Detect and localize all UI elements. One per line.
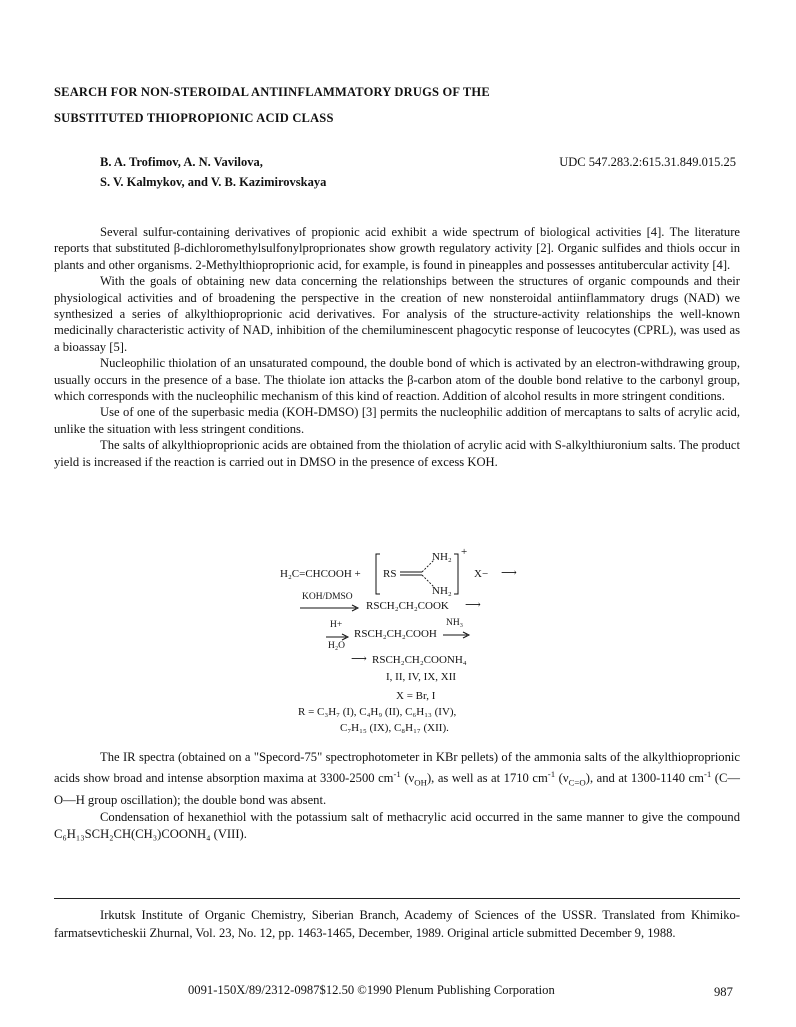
paragraph: With the goals of obtaining new data concerning the relationships between the structures of organic compounds and their physiological activities and of broadening the perspective in the creation of new nonsteroidal antiinflammatory drugs (NAD) we synthesized a series of alkylthioproprionic acid derivatives. For analysis of the structure-activity relationships the well-known medicinally characteristic activity of NAD, inhibition of the chemiluminescent phagocytic response of leucocytes (CPRL), was used as a bioassay [5]. xyxy=(54,274,740,354)
footnote-divider xyxy=(54,898,740,899)
scheme-product-3: RSCH₂CH₂COONH₄ xyxy=(372,654,467,666)
scheme-nh2-bottom: NH₂ xyxy=(432,585,452,597)
scheme-reagent-koh: KOH/DMSO xyxy=(302,592,353,602)
scheme-x-definition: X = Br, I xyxy=(396,690,436,702)
scheme-reactant: H₂C=CHCOOH + xyxy=(280,568,361,580)
scheme-arrow: ⟶ xyxy=(501,567,517,579)
copyright-footer: 0091-150X/89/2312-0987$12.50 ©1990 Plenum Publishing Corporation xyxy=(188,983,555,997)
scheme-anion: X− xyxy=(474,568,489,580)
scheme-r-definition-2: C₇H₁₅ (IX), C₈H₁₇ (XII). xyxy=(340,722,449,734)
scheme-r-definition-1: R = C₃H₇ (I), C₄H₉ (II), C₆H₁₃ (IV), xyxy=(298,706,457,718)
paragraph: Nucleophilic thiolation of an unsaturated compound, the double bond of which is activated by an electron-withdrawing group, usually occurs in the presence of a base. The thiolate ion attacks the β-carbon atom of the double bond relative to the carbonyl group, which corresponds with the nucleophilic mechanism of this kind of reaction. Addition of alcohol results in more stringent conditions. xyxy=(54,356,740,404)
scheme-product-2: RSCH₂CH₂COOH xyxy=(354,628,437,640)
scheme-charge: + xyxy=(461,546,468,558)
condensation-paragraph: Condensation of hexanethiol with the potassium salt of methacrylic acid occurred in the same manner to give the compound C₆H₁₃SCH₂CH(CH₃)COONH₄ (VIII). xyxy=(54,809,740,841)
scheme-nh2-top: NH₂ xyxy=(432,551,452,563)
paper-title-line-1: SEARCH FOR NON-STEROIDAL ANTIINFLAMMATORY DRUGS OF THE xyxy=(54,85,490,99)
reaction-scheme xyxy=(260,546,560,738)
scheme-reagent-nh3: NH₃ xyxy=(446,618,464,628)
scheme-reagent-h2o: H₂O xyxy=(328,641,346,651)
scheme-arrow-3 xyxy=(443,631,471,639)
authors-line-1: B. A. Trofimov, A. N. Vavilova, xyxy=(100,155,263,169)
paragraph: Several sulfur-containing derivatives of propionic acid exhibit a wide spectrum of biological activities [4]. The literature reports that substituted β-dichloromethylsulfonylproprionates show growth regulatory activity [2]. Organic sulfides and thiols occur in plants and other organisms. 2-Methylthioproprionic acid, for example, is found in pineapples and possesses antitubercular activity [4]. xyxy=(54,225,740,272)
authors-line-2: S. V. Kalmykov, and V. B. Kazimirovskaya xyxy=(100,175,327,189)
scheme-arrow-1 xyxy=(300,604,362,612)
ir-paragraph: The IR spectra (obtained on a "Specord-75" spectrophotometer in KBr pellets) of the ammonia salts of the alkylthioproprionic acids show broad and intense absorption maxima at 3300-2500 $cm^{-1}$ $(\nu_{OH})$, as well as at 1710 $cm^{-1}$ $(\nu_{C=O})$, and at 1300-1140 $cm^{-1}$ (C—O—H group oscillation); the double bond was absent. xyxy=(54,750,740,807)
scheme-rs: RS xyxy=(383,568,397,580)
main-body xyxy=(54,224,740,470)
page-number: 987 xyxy=(714,985,733,999)
scheme-product-1: RSCH₂CH₂COOK xyxy=(366,600,449,612)
footnote xyxy=(54,906,740,942)
ir-section xyxy=(54,749,740,843)
paper-title-line-2: SUBSTITUTED THIOPROPIONIC ACID CLASS xyxy=(54,111,334,125)
paragraph: The salts of alkylthioproprionic acids are obtained from the thiolation of acrylic acid with S-alkylthiuronium salts. The product yield is increased if the reaction is carried out in DMSO in the presence of excess KOH. xyxy=(54,438,740,469)
scheme-arrow: ⟶ xyxy=(465,599,481,611)
footnote-text: Irkutsk Institute of Organic Chemistry, Siberian Branch, Academy of Sciences of the USSR. Translated from Khimiko-farmatsevticheskii Zhurnal, Vol. 23, No. 12, pp. 1463-1465, December, 1989. Original article submitted December 9, 1988. xyxy=(54,908,740,940)
scheme-arrow: ⟶ xyxy=(351,653,367,665)
paragraph: Use of one of the superbasic media (KOH-DMSO) [3] permits the nucleophilic addition of mercaptans to salts of acrylic acid, unlike the situation with less stringent conditions. xyxy=(54,405,740,436)
scheme-arrow-2 xyxy=(326,633,350,641)
udc-code: UDC 547.283.2:615.31.849.015.25 xyxy=(559,155,736,169)
scheme-compound-ids: I, II, IV, IX, XII xyxy=(386,671,457,683)
scheme-reagent-h: H+ xyxy=(330,620,343,630)
